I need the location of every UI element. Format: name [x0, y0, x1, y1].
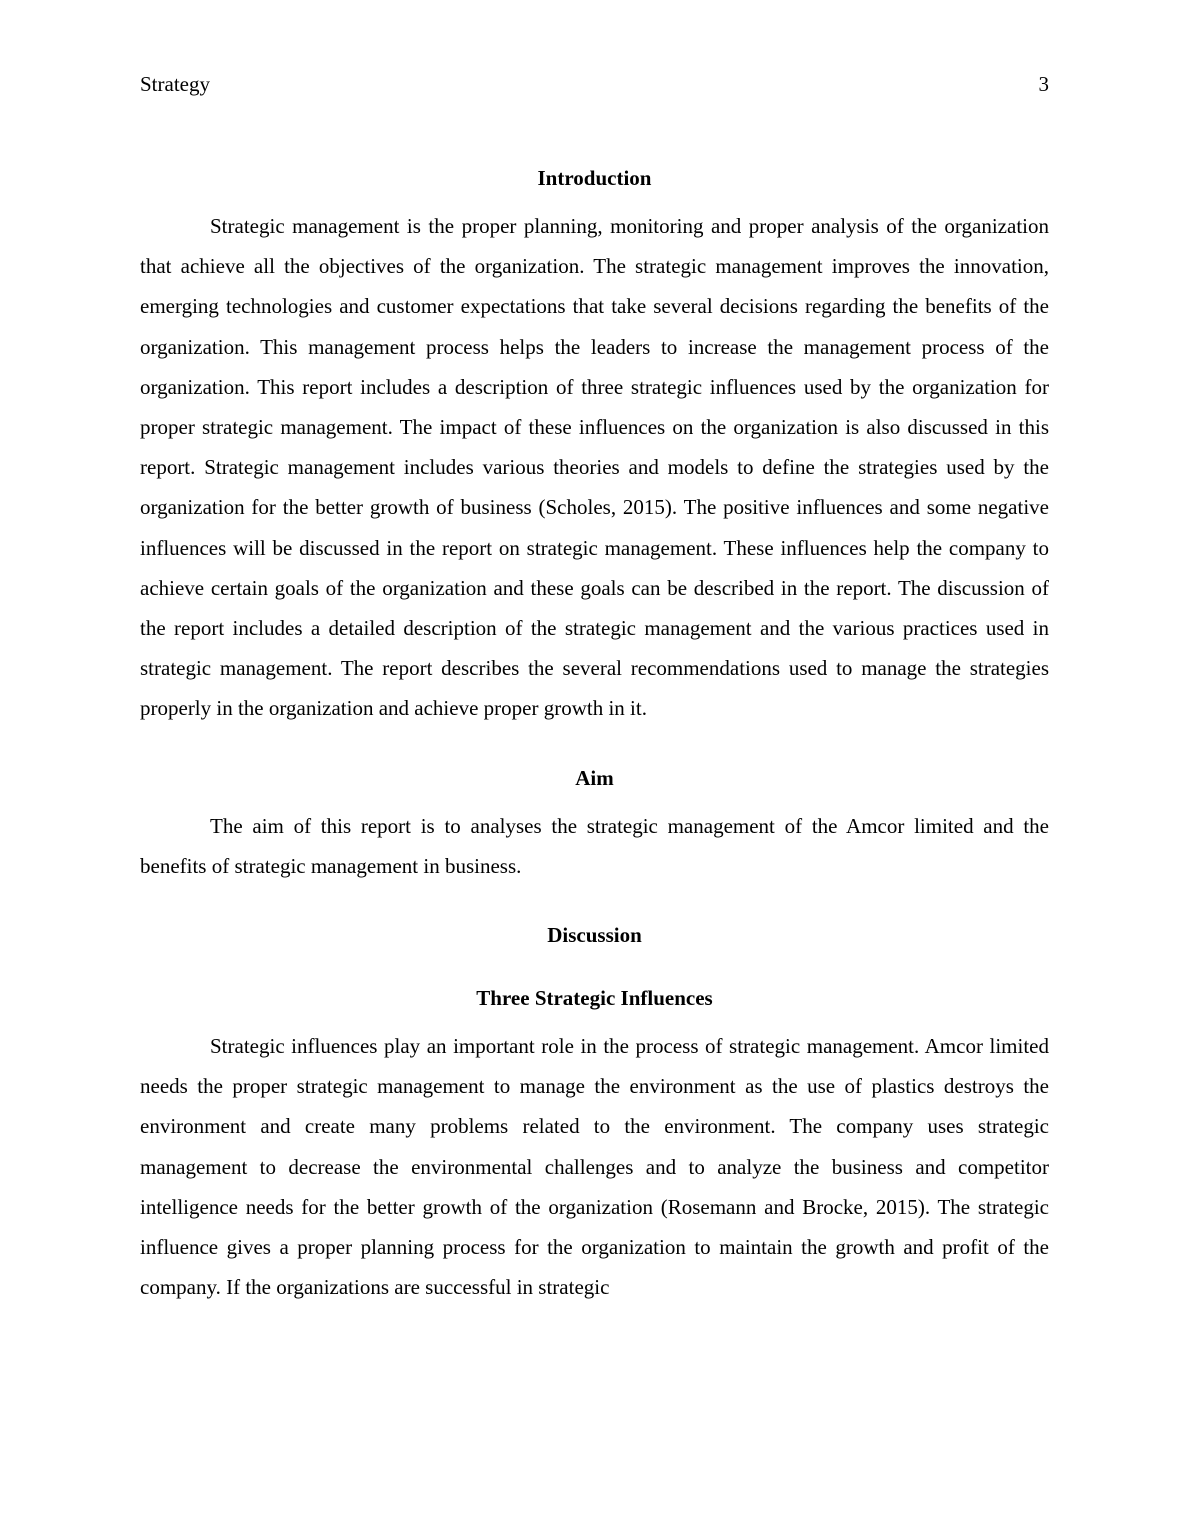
- aim-heading: Aim: [575, 765, 614, 790]
- document-body: [140, 163, 1049, 1307]
- running-header: [140, 70, 1049, 98]
- aim-paragraph: The aim of this report is to analyses the strategic management of the Amcor limited and the benefits of strategic management in business.: [140, 813, 1049, 878]
- page-number: 3: [1038, 72, 1049, 96]
- discussion-heading: Discussion: [547, 923, 642, 948]
- strategic-influences-heading: Three Strategic Influences: [476, 986, 713, 1011]
- discussion-paragraph: Strategic influences play an important role in the process of strategic management. Amcor limited needs the proper strategic management to manage the environment as the use of plastics destroys the environment and create many problems related to the environment. The company uses strategic management to decrease the environmental challenges and to analyze the business and competitor intelligence needs for the better growth of the organization (Rosemann and Brocke, 2015). The strategic influence gives a proper planning process for the organization to maintain the growth and profit of the company. If the organizations are successful in strategic: [140, 1034, 1049, 1300]
- running-title: Strategy: [140, 72, 210, 96]
- introduction-heading: Introduction: [537, 166, 652, 190]
- introduction-paragraph: Strategic management is the proper planning, monitoring and proper analysis of the organization that achieve all the objectives of the organization. The strategic management improves the innovation, emerging technologies and customer expectations that take several decisions regarding the benefits of the organization. This management process helps the leaders to increase the management process of the organization. This report includes a description of three strategic influences used by the organization for proper strategic management. The impact of these influences on the organization is also discussed in this report. Strategic management includes various theories and models to define the strategies used by the organization for the better growth of business (Scholes, 2015). The positive influences and some negative influences will be discussed in the report on strategic management. These influences help the company to achieve certain goals of the organization and these goals can be described in the report. The discussion of the report includes a detailed description of the strategic management and the various practices used in strategic management. The report describes the several recommendations used to manage the strategies properly in the organization and achieve proper growth in it.: [140, 214, 1049, 721]
